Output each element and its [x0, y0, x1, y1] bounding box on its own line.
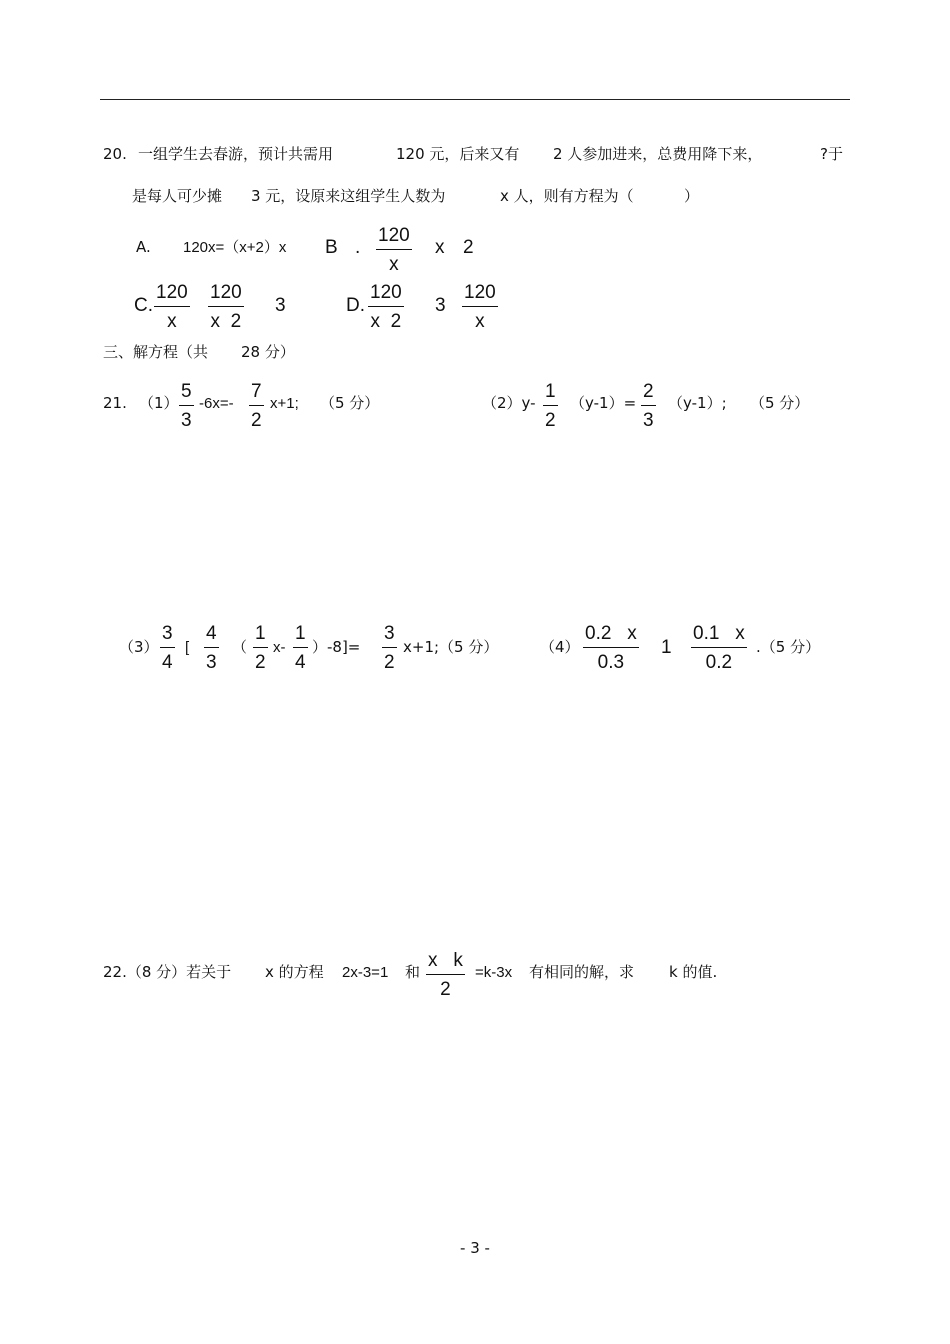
option-d-3: 3 — [435, 295, 446, 316]
q21-p4-label: （4） — [540, 638, 580, 656]
q21-p2-fraction-1 — [543, 382, 558, 430]
fraction-denominator: x 2 — [370, 311, 402, 332]
q22-text-g: k 的值. — [669, 963, 718, 981]
q21-p3-fraction-2 — [204, 624, 219, 672]
q21-p1-tail: x+1; — [270, 395, 299, 412]
q20-text-1d: ?于 — [820, 145, 843, 163]
fraction-bar — [382, 647, 397, 648]
q21-p4-fraction-2 — [691, 624, 747, 672]
fraction-numerator: x k — [428, 950, 463, 971]
q20-text-1b: 120 元，后来又有 — [396, 145, 520, 163]
fraction-bar — [426, 974, 465, 975]
q22-text-f: 有相同的解，求 — [529, 963, 635, 981]
q21-p2-label: （2）y- — [482, 394, 536, 412]
option-b-fraction — [376, 226, 412, 274]
fraction-denominator: 0.2 — [705, 652, 733, 673]
fraction-bar — [179, 405, 194, 406]
fraction-numerator: 0.1 x — [693, 623, 745, 644]
fraction-numerator: 0.2 x — [585, 623, 637, 644]
fraction-bar — [154, 306, 190, 307]
option-c-fraction-1 — [154, 283, 190, 331]
fraction-bar — [253, 647, 268, 648]
fraction-bar — [641, 405, 656, 406]
fraction-denominator: 2 — [545, 410, 556, 431]
q22-fraction — [426, 951, 465, 999]
fraction-numerator: 4 — [206, 623, 217, 644]
q21-p3-tail: x+1;（5 分） — [403, 638, 499, 656]
option-c-fraction-2 — [208, 283, 244, 331]
q21-p3-fraction-1 — [160, 624, 175, 672]
q20-text-2b: 3 元，设原来这组学生人数为 — [251, 187, 446, 205]
fraction-numerator: 1 — [545, 381, 556, 402]
q22-text-b: x 的方程 — [265, 963, 324, 981]
fraction-bar — [208, 306, 244, 307]
fraction-denominator: 0.3 — [597, 652, 625, 673]
q21-p2-tail: （y-1）; — [668, 394, 727, 412]
q21-p2-fraction-2 — [641, 382, 656, 430]
q21-p2-mid: （y-1）= — [570, 394, 637, 412]
option-a-label: A. — [136, 238, 151, 256]
q21-p3-paren: （ — [232, 638, 248, 656]
q20-text-1a: 一组学生去春游，预计共需用 — [138, 145, 334, 163]
fraction-numerator: 120 — [210, 282, 242, 303]
fraction-numerator: 120 — [378, 225, 410, 246]
fraction-denominator: 2 — [251, 410, 262, 431]
q21-p1-fraction-1 — [179, 382, 194, 430]
section3-score: 28 分） — [241, 343, 295, 361]
fraction-bar — [293, 647, 308, 648]
fraction-numerator: 2 — [643, 381, 654, 402]
fraction-denominator: 2 — [384, 652, 395, 673]
fraction-bar — [204, 647, 219, 648]
page-number: - 3 - — [460, 1239, 490, 1257]
fraction-denominator: x 2 — [210, 311, 242, 332]
fraction-numerator: 1 — [295, 623, 306, 644]
q21-number: 21. — [103, 394, 127, 412]
option-d-fraction-2 — [462, 283, 498, 331]
q22-equation-1: 2x-3=1 — [342, 964, 389, 981]
q21-p3-fraction-5 — [382, 624, 397, 672]
option-a-expr: 120x=（x+2）x — [183, 239, 287, 256]
q20-number: 20. — [103, 145, 127, 163]
section3-title: 三、解方程（共 — [103, 343, 209, 361]
option-c-3: 3 — [275, 295, 286, 316]
q21-p3-fraction-3 — [253, 624, 268, 672]
option-b-x: x — [435, 237, 445, 258]
fraction-numerator: 3 — [384, 623, 395, 644]
fraction-bar — [543, 405, 558, 406]
q21-p1-mid: -6x=- — [199, 395, 234, 412]
q21-p4-fraction-1 — [583, 624, 639, 672]
fraction-bar — [583, 647, 639, 648]
fraction-denominator: 4 — [162, 652, 173, 673]
q21-p2-score: （5 分） — [750, 394, 810, 412]
fraction-bar — [376, 249, 412, 250]
q21-p1-fraction-2 — [249, 382, 264, 430]
q20-text-1c: 2 人参加进来，总费用降下来， — [553, 145, 763, 163]
option-d-label: D. — [346, 295, 365, 316]
fraction-bar — [462, 306, 498, 307]
q20-text-2a: 是每人可少摊 — [132, 187, 223, 205]
option-b-dot: . — [355, 237, 361, 258]
q21-p3-fraction-4 — [293, 624, 308, 672]
fraction-numerator: 120 — [464, 282, 496, 303]
header-rule — [100, 99, 850, 100]
fraction-denominator: 3 — [181, 410, 192, 431]
fraction-numerator: 3 — [162, 623, 173, 644]
option-b-2: 2 — [463, 237, 474, 258]
fraction-bar — [249, 405, 264, 406]
fraction-numerator: 120 — [156, 282, 188, 303]
fraction-denominator: x — [389, 254, 399, 275]
q21-p3-label: （3） — [119, 638, 159, 656]
fraction-numerator: 7 — [251, 381, 262, 402]
fraction-denominator: x — [167, 311, 177, 332]
q20-text-2d: ） — [684, 187, 700, 205]
fraction-bar — [691, 647, 747, 648]
q21-p4-tail: .（5 分） — [756, 638, 821, 656]
q21-p3-bracket: [ — [185, 639, 190, 656]
q21-p1-score: （5 分） — [320, 394, 380, 412]
fraction-denominator: x — [475, 311, 485, 332]
q21-p3-xminus: x- — [273, 639, 286, 656]
fraction-denominator: 4 — [295, 652, 306, 673]
q22-equation-2: =k-3x — [475, 964, 513, 981]
q21-p1-label: （1） — [139, 394, 179, 412]
fraction-numerator: 120 — [370, 282, 402, 303]
q20-text-2c: x 人，则有方程为（ — [500, 187, 634, 205]
fraction-numerator: 5 — [181, 381, 192, 402]
fraction-bar — [368, 306, 404, 307]
fraction-denominator: 2 — [440, 979, 451, 1000]
option-d-fraction-1 — [368, 283, 404, 331]
option-c-label: C. — [134, 295, 153, 316]
fraction-denominator: 3 — [206, 652, 217, 673]
option-b-label: B — [325, 237, 338, 258]
fraction-denominator: 2 — [255, 652, 266, 673]
q21-p3-mid: ）-8]= — [312, 638, 361, 656]
q22-text-a: 22.（8 分）若关于 — [103, 963, 232, 981]
q22-text-d: 和 — [405, 963, 421, 981]
fraction-numerator: 1 — [255, 623, 266, 644]
fraction-denominator: 3 — [643, 410, 654, 431]
q21-p4-mid: 1 — [661, 637, 672, 658]
fraction-bar — [160, 647, 175, 648]
